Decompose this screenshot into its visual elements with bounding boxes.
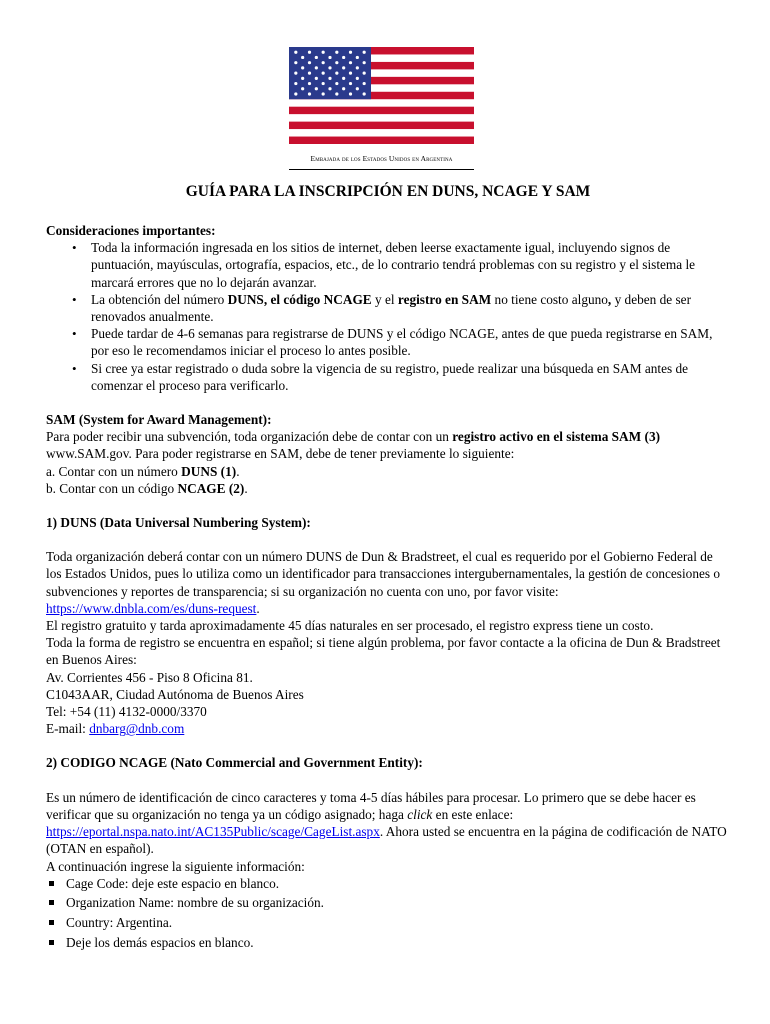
us-flag-icon (289, 47, 474, 144)
text-bold: registro activo en el sistema SAM (3) (452, 429, 661, 445)
text: Para poder recibir una subvención, toda organización debe de contar con un (46, 429, 453, 445)
text-bold: NCAGE (2) (177, 480, 245, 496)
sam-requirement-b (46, 480, 730, 497)
considerations-heading: Consideraciones importantes: (46, 223, 216, 238)
list-item: Cage Code: deje este espacio en blanco. (66, 875, 730, 892)
text: . Ahora usted se encuentra en la página de codificación de NATO (OTAN en español). (46, 824, 727, 857)
text: y deben de ser renovados anualmente. (91, 291, 691, 325)
duns-heading: 1) DUNS (Data Universal Numbering System): (46, 515, 311, 531)
page-title: GUÍA PARA LA INSCRIPCIÓN EN DUNS, NCAGE Y SAM (185, 183, 591, 200)
text: Es un número de identificación de cinco caracteres y toma 4-5 días hábiles para procesar. Lo primero que se debe hacer es verificar que su organización no tenga ya un código asignado; haga (46, 789, 696, 822)
list-item: Country: Argentina. (66, 914, 730, 931)
duns-cost: El registro gratuito y tarda aproximadamente 45 días naturales en ser procesado, el registro express tiene un costo. (46, 618, 654, 634)
email (46, 720, 730, 737)
duns-request-link[interactable]: https://www.dnbla.com/es/duns-request (46, 600, 257, 616)
phone: Tel: +54 (11) 4132-0000/3370 (46, 704, 207, 720)
ncage-instructions: A continuación ingrese la siguiente información: (46, 858, 305, 874)
list-item (91, 291, 730, 325)
text-bold: DUNS, el código NCAGE (227, 291, 372, 307)
considerations-list (46, 239, 730, 394)
duns-contact: Toda la forma de registro se encuentra en español; si tiene algún problema, por favor contacte a la oficina de Dun & Bradstreet en Buenos Aires: (46, 635, 721, 668)
sam-heading: SAM (System for Award Management): (46, 412, 272, 428)
email-link[interactable]: dnbarg@dnb.com (89, 721, 185, 737)
text: en este enlace: (432, 806, 514, 822)
text: www.SAM.gov. Para poder registrarse en SAM, debe de tener previamente lo siguiente: (46, 446, 515, 462)
text: b. Contar con un código (46, 480, 178, 496)
duns-paragraph (46, 548, 730, 617)
text: . (244, 480, 248, 496)
list-item: • Si cree ya estar registrado o duda sobre la vigencia de su registro, puede realizar una búsqueda en SAM antes de comenzar el proceso para verificarlo. (91, 360, 730, 394)
list-item: • Puede tardar de 4-6 semanas para registrarse de DUNS y el código NCAGE, antes de que pueda registrarse en SAM, por eso le recomendamos iniciar el proceso lo antes posible. (91, 325, 730, 359)
text-bold: registro en SAM (397, 291, 492, 307)
ncage-fields-list (46, 875, 730, 951)
document-body (46, 222, 730, 954)
embassy-logo (289, 47, 474, 170)
text-bold: , (607, 291, 612, 307)
text: . (236, 463, 240, 479)
text: Toda organización deberá contar con un número DUNS de Dun & Bradstreet, el cual es requerido por el Gobierno Federal de los Estados Unidos, pues lo utiliza como un identificador para transacciones intergubernamentales, la gestión de concesiones o subvenciones y reportes de transparencia; si su organización no cuenta con uno, por favor visite: (46, 549, 721, 599)
text-italic: click (407, 806, 433, 822)
text: a. Contar con un número (46, 463, 182, 479)
sam-requirement-a (46, 463, 730, 480)
cage-list-link[interactable]: https://eportal.nspa.nato.int/AC135Public/scage/CageList.aspx (46, 824, 380, 840)
address-line: Av. Corrientes 456 - Piso 8 Oficina 81. (46, 669, 253, 685)
embassy-name: Embajada de los Estados Unidos en Argentina (310, 154, 453, 163)
email-label: E-mail: (46, 721, 90, 737)
ncage-paragraph (46, 789, 730, 858)
text-bold: DUNS (1) (181, 463, 237, 479)
embassy-divider (289, 169, 474, 170)
list-item: • Toda la información ingresada en los sitios de internet, deben leerse exactamente igual, incluyendo signos de puntuación, mayúsculas, ortografía, espacios, etc., de lo contrario tendrá problemas con su registro y el sistema le marcará errores que no lo dejarán avanzar. (91, 239, 730, 291)
text: y el (371, 291, 398, 307)
list-item: Deje los demás espacios en blanco. (66, 934, 730, 951)
text: La obtención del número (91, 291, 228, 307)
list-item: Organization Name: nombre de su organización. (66, 894, 730, 911)
text: . (256, 600, 260, 616)
address-line: C1043AAR, Ciudad Autónoma de Buenos Aires (46, 686, 304, 702)
text: no tiene costo alguno (491, 291, 608, 307)
ncage-heading: 2) CODIGO NCAGE (Nato Commercial and Government Entity): (46, 755, 423, 771)
sam-paragraph (46, 428, 730, 462)
